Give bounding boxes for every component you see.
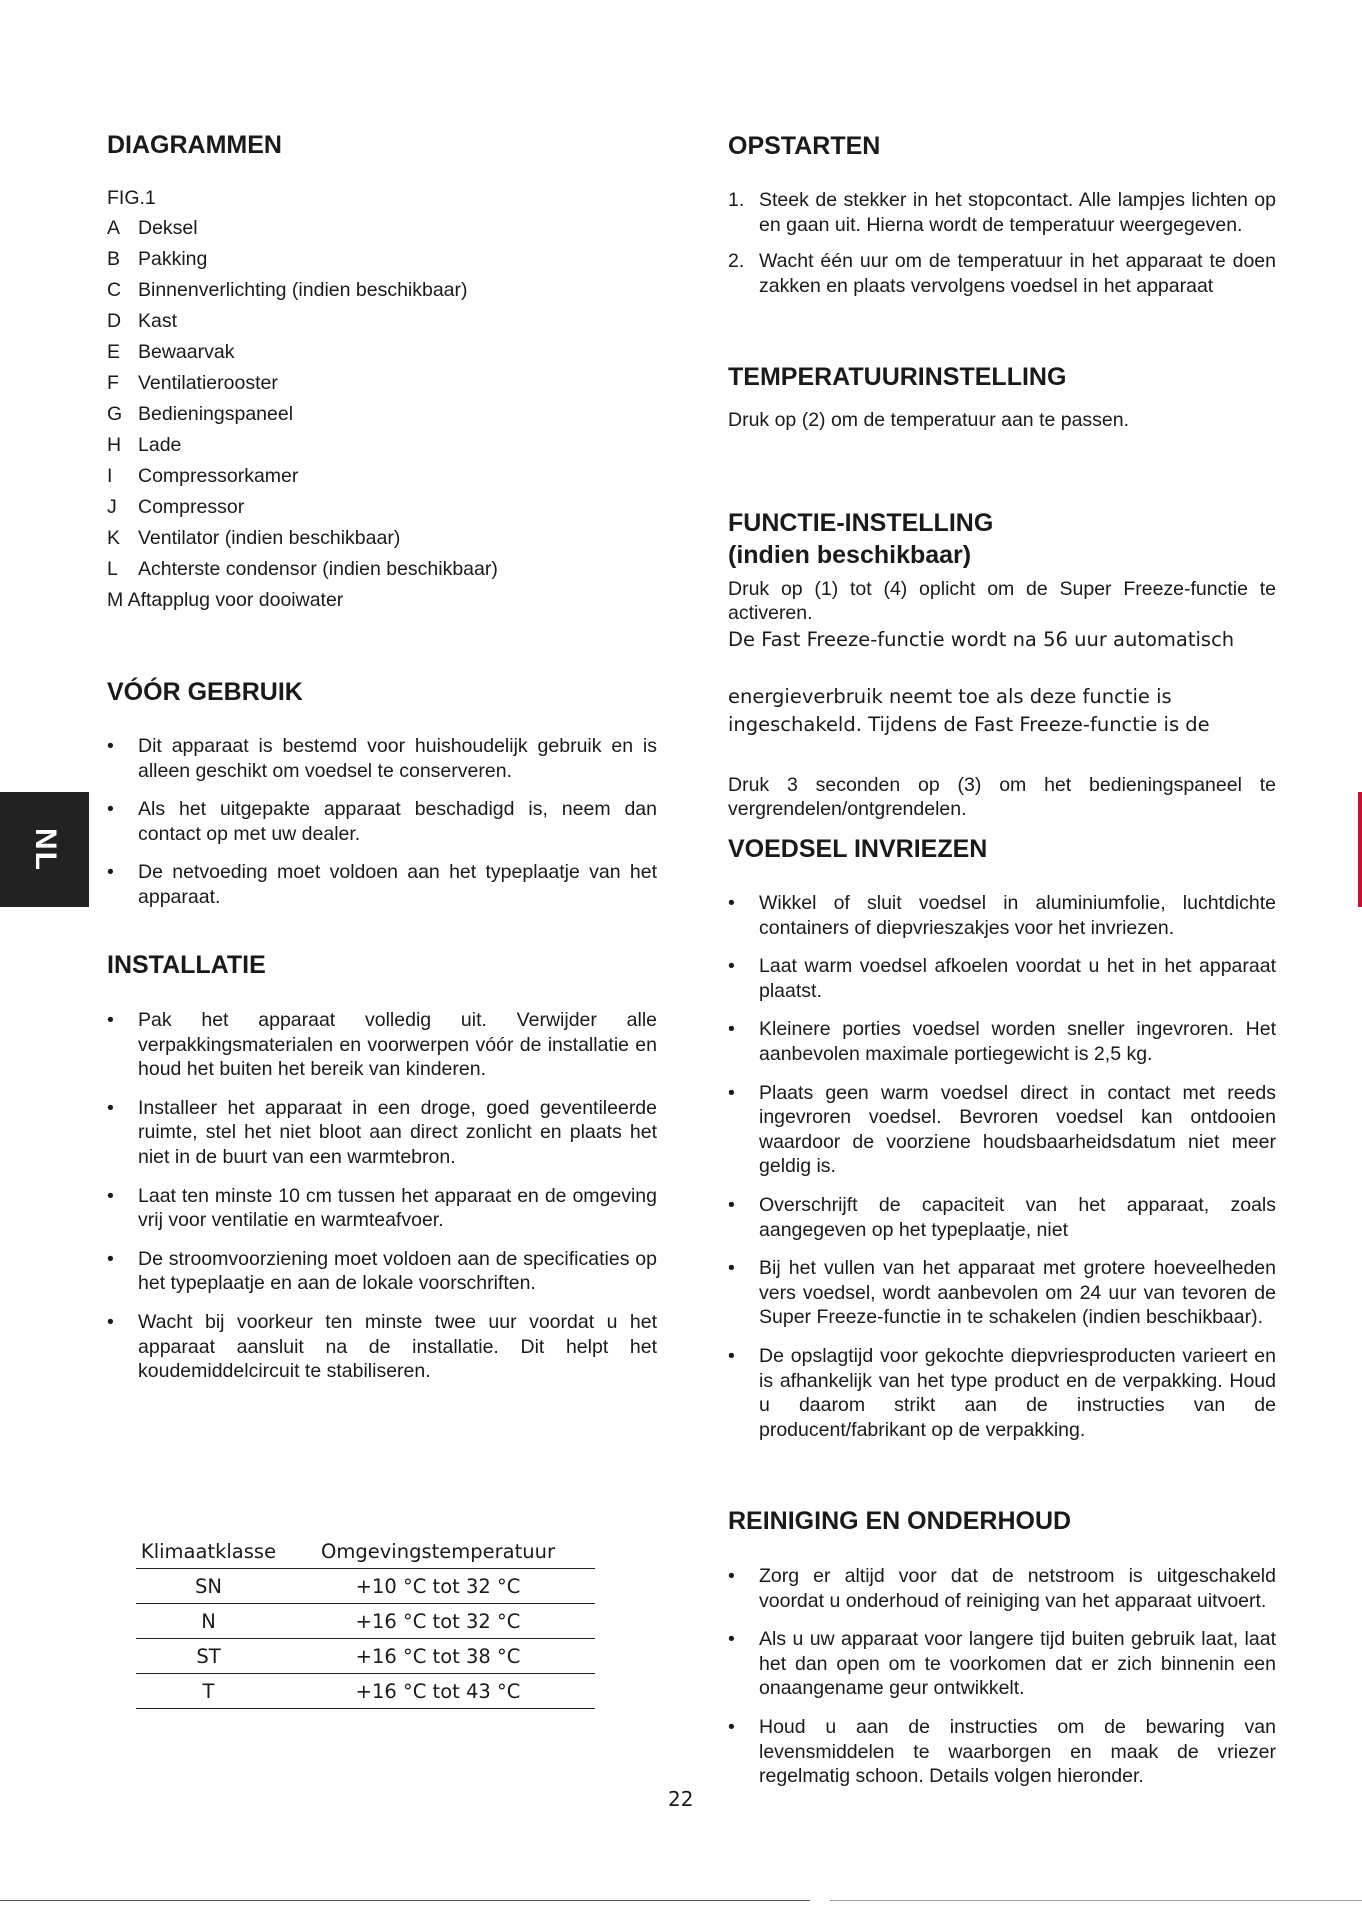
list-item: • De opslagtijd voor gekochte diepvriesproducten varieert en is afhankelijk van het type product en de verpakking. Houd u daarom strikt aan de instructies van de producent/fabrikant op de verpakking.	[728, 1344, 1276, 1442]
table-cell: +16 °C tot 43 °C	[281, 1674, 595, 1709]
language-tab	[0, 792, 89, 907]
table-header: Klimaatklasse	[136, 1534, 281, 1569]
language-tab-label: NL	[28, 827, 62, 872]
voor-gebruik-list	[107, 734, 657, 910]
functie-heading-2: (indien beschikbaar)	[728, 541, 972, 569]
functie-text-3: energieverbruik neemt toe als deze functie is	[728, 685, 1172, 708]
table-cell: N	[136, 1604, 281, 1639]
voedsel-heading: VOEDSEL INVRIEZEN	[728, 835, 988, 863]
table-cell: ST	[136, 1639, 281, 1674]
table-row	[136, 1639, 595, 1674]
list-item: • Pak het apparaat volledig uit. Verwijder alle verpakkingsmaterialen en voorwerpen vóór de installatie en houd het buiten het bereik van kinderen.	[107, 1008, 657, 1082]
list-item: • Als u uw apparaat voor langere tijd buiten gebruik laat, laat het dan open om te voorkomen dat er zich binnenin een onaangename geur ontwikkelt.	[728, 1627, 1276, 1701]
step-item: 1. Steek de stekker in het stopcontact. Alle lampjes lichten op en gaan uit. Hierna wordt de temperatuur weergegeven.	[728, 189, 1276, 236]
opstarten-heading: OPSTARTEN	[728, 132, 881, 160]
voor-gebruik-heading: VÓÓR GEBRUIK	[107, 678, 303, 706]
list-item: • Zorg er altijd voor dat de netstroom is uitgeschakeld voordat u onderhoud of reiniging van het apparaat uitvoert.	[728, 1564, 1276, 1613]
list-item: • Kleinere porties voedsel worden sneller ingevroren. Het aanbevolen maximale portiegewicht is 2,5 kg.	[728, 1017, 1276, 1066]
list-item: • Wikkel of sluit voedsel in aluminiumfolie, luchtdichte containers of diepvrieszakjes voor het invriezen.	[728, 891, 1276, 940]
table-row	[136, 1674, 595, 1709]
list-item: • Plaats geen warm voedsel direct in contact met reeds ingevroren voedsel. Bevroren voedsel kan ontdooien waardoor de voorziene houdsbaarheidsdatum niet meer geldig is.	[728, 1081, 1276, 1179]
list-item: • Laat warm voedsel afkoelen voordat u het in het apparaat plaatst.	[728, 954, 1276, 1003]
part-item: D Kast	[107, 310, 178, 332]
list-item: • Dit apparaat is bestemd voor huishoudelijk gebruik en is alleen geschikt om voedsel te conserveren.	[107, 734, 657, 783]
list-item: • Wacht bij voorkeur ten minste twee uur voordat u het apparaat aansluit na de installatie. Dit helpt het koudemiddelcircuit te stabiliseren.	[107, 1310, 657, 1384]
functie-heading-1: FUNCTIE-INSTELLING	[728, 509, 994, 537]
part-item: L Achterste condensor (indien beschikbaar)	[107, 558, 498, 580]
list-item: • De stroomvoorziening moet voldoen aan de specificaties op het typeplaatje en aan de lokale voorschriften.	[107, 1247, 657, 1296]
functie-text-4: ingeschakeld. Tijdens de Fast Freeze-functie is de	[728, 713, 1210, 736]
temperatuur-text: Druk op (2) om de temperatuur aan te passen.	[728, 409, 1130, 431]
table-cell: SN	[136, 1569, 281, 1604]
table-cell: +16 °C tot 38 °C	[281, 1639, 595, 1674]
functie-text-1b: activeren.	[728, 602, 813, 624]
table-row	[136, 1569, 595, 1604]
page-number: 22	[668, 1787, 694, 1811]
reiniging-list	[728, 1564, 1276, 1789]
list-item: • Installeer het apparaat in een droge, goed geventileerde ruimte, stel het niet bloot aan direct zonlicht en plaats het niet in de buurt van een warmtebron.	[107, 1096, 657, 1170]
edge-marker	[1358, 792, 1362, 907]
functie-text-5a: Druk 3 seconden op (3) om het bedieningspaneel te	[728, 774, 1276, 796]
temperatuur-heading: TEMPERATUURINSTELLING	[728, 363, 1067, 391]
step-item: 2. Wacht één uur om de temperatuur in het apparaat te doen zakken en plaats vervolgens voedsel in het apparaat	[728, 250, 1276, 297]
table-cell: +10 °C tot 32 °C	[281, 1569, 595, 1604]
diagrammen-heading: DIAGRAMMEN	[107, 131, 282, 159]
voedsel-list	[728, 891, 1276, 1442]
part-item: B Pakking	[107, 248, 208, 270]
table-cell: T	[136, 1674, 281, 1709]
part-item: K Ventilator (indien beschikbaar)	[107, 527, 401, 549]
functie-text-1a: Druk op (1) tot (4) oplicht om de Super Freeze-functie te	[728, 578, 1276, 600]
part-item: A Deksel	[107, 217, 198, 239]
part-item-m: M Aftapplug voor dooiwater	[107, 589, 344, 611]
table-header-row	[136, 1534, 595, 1569]
list-item: • Als het uitgepakte apparaat beschadigd is, neem dan contact op met uw dealer.	[107, 797, 657, 846]
part-item: J Compressor	[107, 496, 245, 518]
list-item: • Bij het vullen van het apparaat met grotere hoeveelheden vers voedsel, wordt aanbevolen om 24 uur van tevoren de Super Freeze-functie in te schakelen (indien beschikbaar).	[728, 1256, 1276, 1330]
installatie-list	[107, 1008, 657, 1384]
part-item: I Compressorkamer	[107, 465, 299, 487]
functie-text-2: De Fast Freeze-functie wordt na 56 uur automatisch	[728, 628, 1235, 651]
installatie-heading: INSTALLATIE	[107, 951, 266, 979]
fig-label: FIG.1	[107, 187, 156, 209]
functie-text-5b: vergrendelen/ontgrendelen.	[728, 798, 967, 820]
opstarten-steps	[728, 188, 1276, 298]
part-item: C Binnenverlichting (indien beschikbaar)	[107, 279, 468, 301]
part-item: F Ventilatierooster	[107, 372, 278, 394]
list-item: • De netvoeding moet voldoen aan het typeplaatje van het apparaat.	[107, 860, 657, 909]
list-item: • Overschrijft de capaciteit van het apparaat, zoals aangegeven op het typeplaatje, niet	[728, 1193, 1276, 1242]
table-row	[136, 1604, 595, 1639]
list-item: • Laat ten minste 10 cm tussen het apparaat en de omgeving vrij voor ventilatie en warmteafvoer.	[107, 1184, 657, 1233]
footer-divider	[830, 1900, 1362, 1901]
list-item: • Houd u aan de instructies om de bewaring van levensmiddelen te waarborgen en maak de vriezer regelmatig schoon. Details volgen hieronder.	[728, 1715, 1276, 1789]
part-item: G Bedieningspaneel	[107, 403, 294, 425]
part-item: H Lade	[107, 434, 182, 456]
part-item: E Bewaarvak	[107, 341, 235, 363]
footer-divider	[0, 1900, 810, 1901]
table-header: Omgevingstemperatuur	[281, 1534, 595, 1569]
table-cell: +16 °C tot 32 °C	[281, 1604, 595, 1639]
reiniging-heading: REINIGING EN ONDERHOUD	[728, 1507, 1072, 1535]
climate-class-table	[136, 1534, 595, 1709]
